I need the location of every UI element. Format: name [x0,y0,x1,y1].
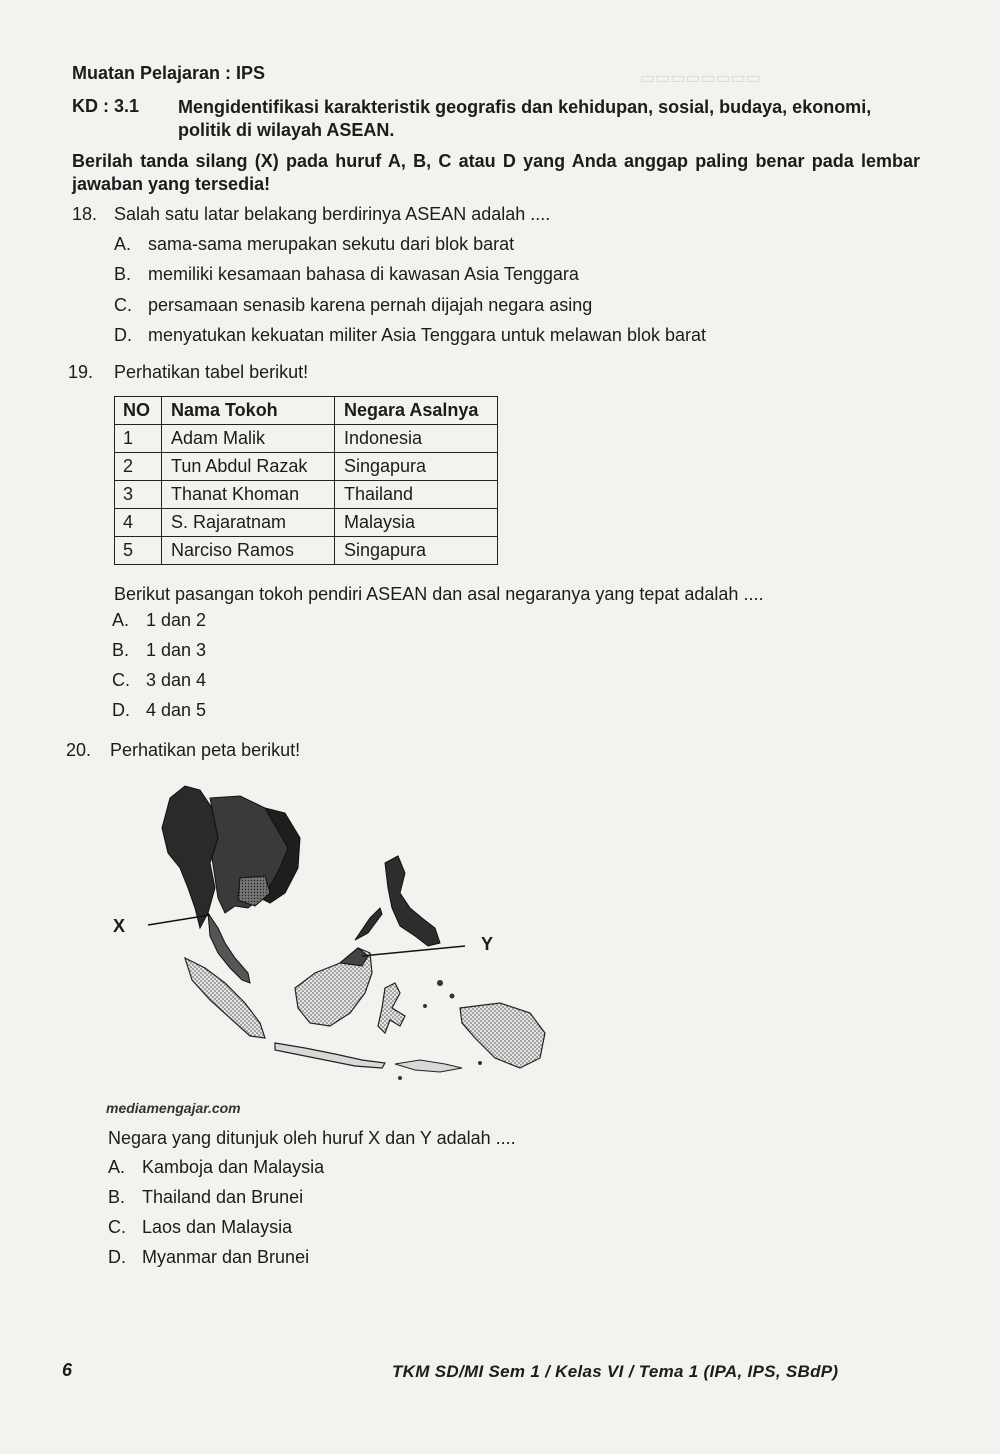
q19-option-a[interactable] [112,610,206,631]
q20-option-b[interactable] [108,1187,303,1208]
table-header-row [115,397,498,425]
option-letter: C. [114,295,132,315]
lesser-sunda-shape [395,1060,462,1072]
table-row [115,481,498,509]
table-cell-country: Singapura [335,453,498,481]
instruction: Berilah tanda silang (X) pada huruf A, B, C atau D yang Anda anggap paling benar pada lembar jawaban yang tersedia! [72,151,920,194]
option-letter: D. [112,700,130,720]
table-row [115,509,498,537]
q20-number: 20. [66,740,92,760]
option-letter: B. [108,1187,126,1207]
table-cell-no: 2 [115,453,162,481]
q19-option-d[interactable] [112,700,206,721]
map-source: mediamengajar.com [106,1100,241,1116]
island-dot [437,980,443,986]
table-cell-no: 3 [115,481,162,509]
papua-shape [460,1003,545,1068]
kd-description: Mengidentifikasi karakteristik geografis dan kehidupan, sosial, budaya, ekonomi, politik di wilayah ASEAN. [178,97,872,140]
q18-option-a[interactable] [114,234,514,255]
option-text: sama-sama merupakan sekutu dari blok barat [148,234,515,254]
q19-text: Perhatikan tabel berikut! [114,362,309,382]
option-letter: D. [114,325,132,345]
footer-text: TKM SD/MI Sem 1 / Kelas VI / Tema 1 (IPA, IPS, SBdP) [392,1362,839,1381]
option-text: 1 dan 2 [146,610,207,630]
option-text: Laos dan Malaysia [142,1217,293,1237]
q19-number: 19. [68,362,94,382]
table-row [115,425,498,453]
island-dot [478,1061,482,1065]
table-cell-name: S. Rajaratnam [162,509,335,537]
sulawesi-shape [378,983,405,1033]
island-dot [398,1076,402,1080]
q18-option-d[interactable] [114,325,706,346]
option-text: Thailand dan Brunei [142,1187,304,1207]
table-row [115,537,498,565]
island-dot [450,994,455,999]
table-cell-name: Narciso Ramos [162,537,335,565]
q20-option-a[interactable] [108,1157,324,1178]
table-cell-name: Thanat Khoman [162,481,335,509]
option-text: persamaan senasib karena pernah dijajah negara asing [148,295,593,315]
cambodia-shape [238,876,270,906]
table-header-no: NO [115,397,162,425]
bleed-through-decoration: ▭▭▭▭▭▭▭▭ [640,70,761,87]
option-text: 3 dan 4 [146,670,207,690]
option-letter: B. [112,640,130,660]
option-letter: A. [112,610,130,630]
southeast-asia-map [100,768,570,1088]
kd-label: KD : 3.1 [72,96,140,116]
subject-title: Muatan Pelajaran : IPS [72,63,266,83]
option-letter: D. [108,1247,126,1267]
q20-question: Negara yang ditunjuk oleh huruf X dan Y adalah .... [108,1128,516,1148]
q20-option-d[interactable] [108,1247,309,1268]
table-cell-country: Singapura [335,537,498,565]
table-cell-name: Adam Malik [162,425,335,453]
malay-peninsula-shape [208,913,250,983]
q18-number: 18. [72,204,98,224]
table-cell-name: Tun Abdul Razak [162,453,335,481]
option-letter: A. [114,234,132,254]
option-text: 4 dan 5 [146,700,207,720]
palawan-shape [355,908,382,940]
option-letter: C. [112,670,130,690]
table-cell-no: 5 [115,537,162,565]
table-cell-country: Indonesia [335,425,498,453]
q20-text: Perhatikan peta berikut! [110,740,301,760]
pointer-line-y [362,946,465,956]
option-text: memiliki kesamaan bahasa di kawasan Asia Tenggara [148,264,579,284]
option-letter: C. [108,1217,126,1237]
option-text: 1 dan 3 [146,640,207,660]
table-cell-no: 1 [115,425,162,453]
table-cell-no: 4 [115,509,162,537]
table-cell-country: Thailand [335,481,498,509]
q18-text: Salah satu latar belakang berdirinya ASEAN adalah .... [114,204,551,224]
philippines-shape [385,856,440,946]
q18-option-b[interactable] [114,264,579,285]
island-dot [423,1004,427,1008]
q19-option-b[interactable] [112,640,206,661]
founders-table [114,396,498,565]
table-header-name: Nama Tokoh [162,397,335,425]
option-text: Myanmar dan Brunei [142,1247,310,1267]
page-number: 6 [62,1360,73,1380]
option-text: menyatukan kekuatan militer Asia Tenggara untuk melawan blok barat [148,325,706,345]
option-letter: A. [108,1157,126,1177]
map-label-x: X [113,916,126,936]
sumatra-shape [185,958,265,1038]
table-row [115,453,498,481]
myanmar-shape [162,786,218,928]
q18-option-c[interactable] [114,295,592,316]
option-letter: B. [114,264,132,284]
q19-question: Berikut pasangan tokoh pendiri ASEAN dan asal negaranya yang tepat adalah .... [114,584,764,604]
option-text: Kamboja dan Malaysia [142,1157,325,1177]
q20-option-c[interactable] [108,1217,292,1238]
table-cell-country: Malaysia [335,509,498,537]
map-label-y: Y [481,934,494,954]
table-header-country: Negara Asalnya [335,397,498,425]
q19-option-c[interactable] [112,670,206,691]
java-shape [275,1043,385,1068]
